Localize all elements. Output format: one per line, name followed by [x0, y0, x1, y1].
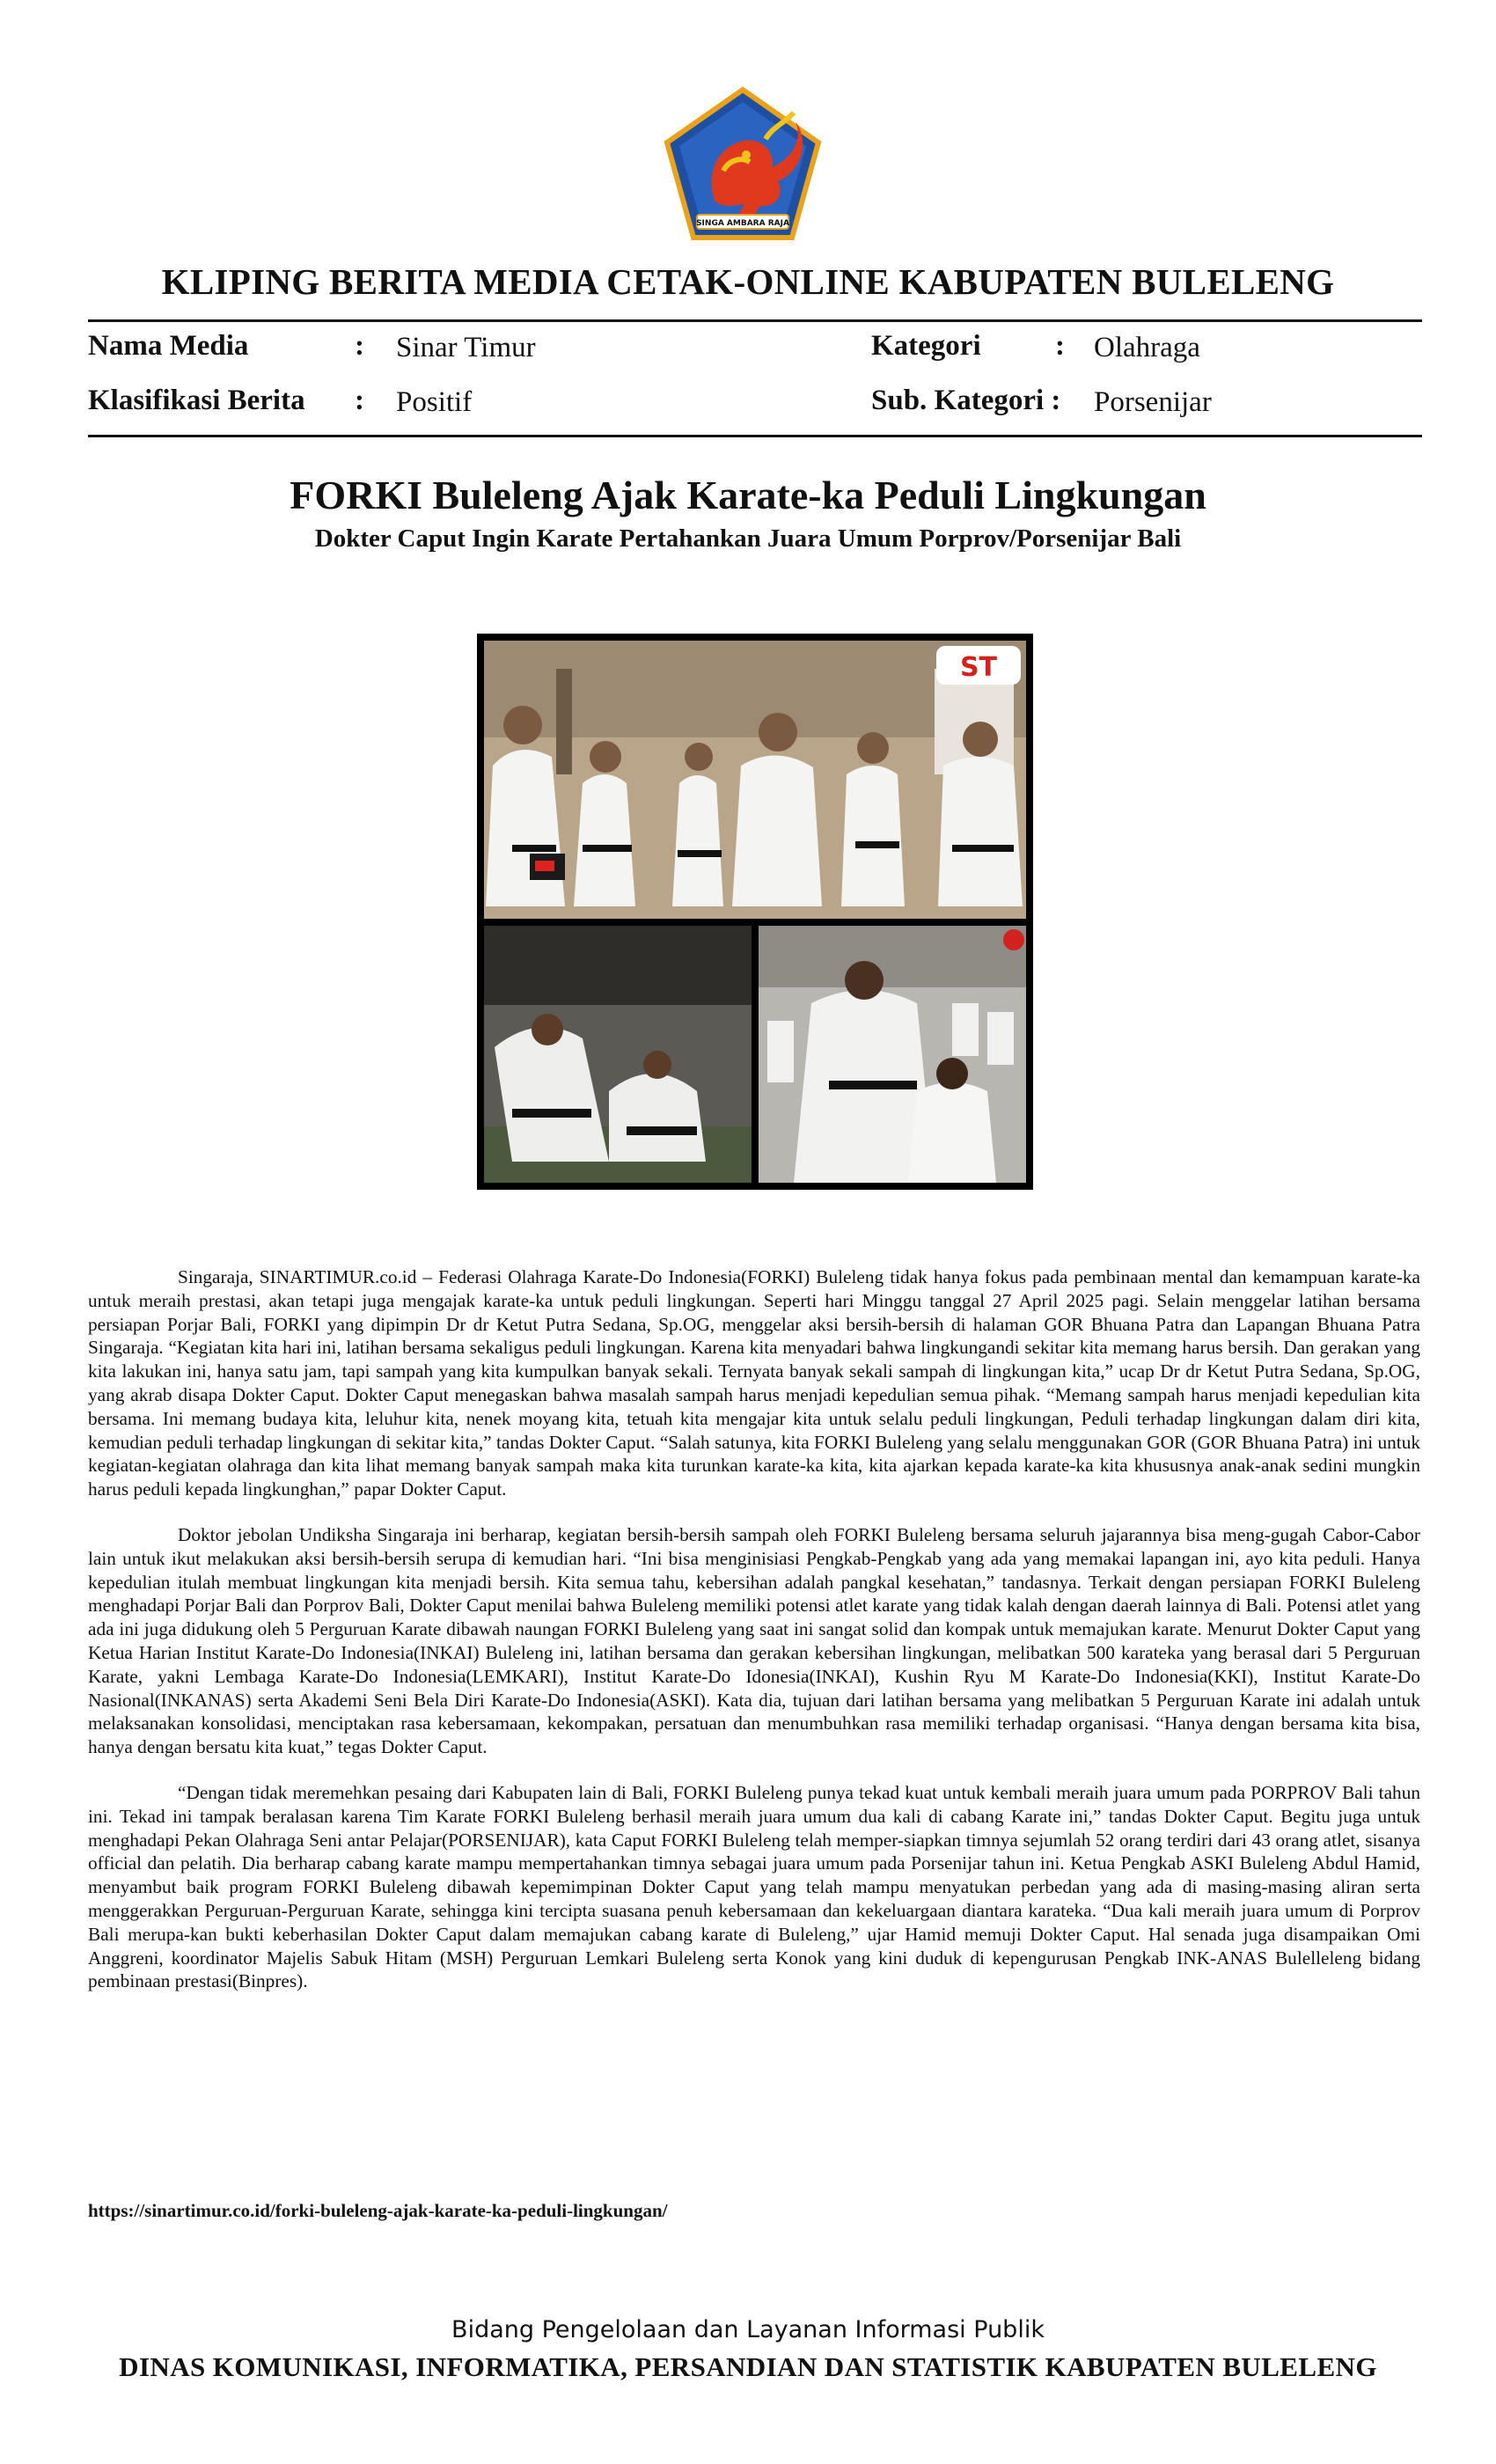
klasifikasi-value: Positif: [396, 386, 473, 418]
article-subheadline: Dokter Caput Ingin Karate Pertahankan Juara Umum Porprov/Porsenijar Bali: [314, 524, 1182, 553]
svg-text:SINGA AMBARA RAJA: SINGA AMBARA RAJA: [696, 219, 789, 228]
svg-text:ST: ST: [959, 652, 998, 683]
article-paragraph: “Dengan tidak meremehkan pesaing dari Kabupaten lain di Bali, FORKI Buleleng punya tekad kuat untuk kembali meraih juara umum pada PORPROV Bali tahun ini. Tekad ini tampak beralasan karena Tim Karate FORKI Buleleng berhasil meraih juara umum dua kali di cabang Karate ini,” tandas Dokter Caput. Begitu juga untuk menghadapi Pekan Olahraga Seni antar Pelajar(PORSENIJAR), kata Caput FORKI Buleleng telah memper-siapkan timnya sejumlah 52 orang terdiri dari 43 orang atlet, sisanya official dan pelatih. Dia berharap cabang karate mampu mempertahankan timnya sebagai juara umum pada Porsenijar tahun ini. Ketua Pengkab ASKI Buleleng Abdul Hamid, menyambut baik program FORKI Buleleng dibawah kepemimpinan Dokter Caput yang telah mampu menyatukan perbedan yang ada di masing-masing aliran serta menggerakkan Perguruan-Perguruan Karate, sehingga kini tercipta suasana penuh kebersamaan dan kekeluargaan diantara karateka. “Dua kali meraih juara umum di Porprov Bali merupa-kan bukti keberhasilan Dokter Caput dalam memajukan cabang karate di Buleleng,” ujar Hamid memuji Dokter Caput. Hal senada juga disampaikan Omi Anggreni, koordinator Majelis Sabuk Hitam (MSH) Perguruan Lemkari Buleleng serta Konok yang kini duduk di kepengurusan Pengkab INK-ANAS Bulelleleng bidang pembinaan prestasi(Binpres).: [88, 1781, 1420, 1992]
kategori-value: Olahraga: [1094, 332, 1200, 363]
footer-division: Bidang Pengelolaan dan Layanan Informasi Publik: [451, 2316, 1045, 2343]
buleleng-logo: [662, 86, 824, 243]
footer-agency: DINAS KOMUNIKASI, INFORMATIKA, PERSANDIAN DAN STATISTIK KABUPATEN BULELENG: [119, 2351, 1377, 2382]
sub-kategori-value: Porsenijar: [1094, 386, 1212, 418]
article-headline: FORKI Buleleng Ajak Karate-ka Peduli Lingkungan: [290, 473, 1206, 517]
meta-divider: [88, 435, 1422, 437]
sub-kategori-label: Sub. Kategori :: [871, 385, 1061, 416]
nama-media-label: Nama Media: [88, 330, 249, 362]
article-paragraph: Doktor jebolan Undiksha Singaraja ini berharap, kegiatan bersih-bersih sampah oleh FORKI Buleleng bersama seluruh jajarannya bisa meng-gugah Cabor-Cabor lain untuk ikut melakukan aksi bersih-bersih serupa di kemudian hari. “Ini bisa menginisiasi Pengkab-Pengkab yang ada yang memakai lapangan ini, ayo kita peduli. Hanya kepedulian itulah membuat lingkungan kita menjadi bersih. Kita semua tahu, kebersihan adalah pangkal kesehatan,” tandasnya. Terkait dengan persiapan FORKI Buleleng menghadapi Porjar Bali dan Porprov Bali, Dokter Caput menilai bahwa Buleleng memiliki potensi atlet karate yang tidak kalah dengan daerah lainnya di Bali. Potensi atlet yang ada ini juga didukung oleh 5 Perguruan Karate dibawah naungan FORKI Buleleng yang saat ini sangat solid dan kompak untuk memajukan karate. Menurut Dokter Caput yang Ketua Harian Institut Karate-Do Indonesia(INKAI) Buleleng ini, latihan bersama dan gerakan kebersihan lingkungan, melibatkan 500 karateka yang berasal dari 5 Perguruan Karate, yakni Lembaga Karate-Do Indonesia(LEMKARI), Institut Karate-Do Idonesia(INKAI), Kushin Ryu M Karate-Do Indonesia(KKI), Institut Karate-Do Nasional(INKANAS) serta Akademi Seni Bela Diri Karate-Do Indonesia(ASKI). Kata dia, tujuan dari latihan bersama yang melibatkan 5 Perguruan Karate ini adalah untuk melaksanakan konsolidasi, menciptakan rasa kebersamaan, kekompakan, persatuan dan menumbuhkan rasa memiliki terhadap organisasi. “Hanya dengan bersama kita bisa, hanya dengan bersatu kita kuat,” tegas Dokter Caput.: [88, 1523, 1420, 1758]
colon: :: [355, 330, 364, 362]
colon: :: [355, 385, 364, 416]
header-divider: [88, 319, 1422, 322]
kategori-label: Kategori: [871, 330, 981, 362]
article-photo-collage: [477, 634, 1033, 1190]
nama-media-value: Sinar Timur: [396, 332, 536, 363]
article-paragraph: Singaraja, SINARTIMUR.co.id – Federasi Olahraga Karate-Do Indonesia(FORKI) Buleleng tidak hanya fokus pada pembinaan mental dan kemampuan karate-ka untuk meraih prestasi, akan tetapi juga mengajak karate-ka untuk peduli lingkungan. Seperti hari Minggu tanggal 27 April 2025 pagi. Selain menggelar latihan bersama persiapan Porjar Bali, FORKI yang dipimpin Dr dr Ketut Putra Sedana, Sp.OG, menggelar aksi bersih-bersih di halaman GOR Bhuana Patra dan Lapangan Bhuana Patra Singaraja. “Kegiatan kita hari ini, latihan bersama sekaligus peduli lingkungan. Karena kita menyadari bahwa lingkungandi sekitar kita memang harus bersih. Dan gerakan yang kita lakukan ini, hanya satu jam, tapi sampah yang kita kumpulkan banyak sekali. Ternyata banyak sekali sampah di lingkungan kita,” ucap Dr dr Ketut Putra Sedana, Sp.OG, yang akrab disapa Dokter Caput. Dokter Caput menegaskan bahwa masalah sampah harus menjadi kepedulian semua pihak. “Memang sampah harus menjadi kepedulian kita bersama. Ini memang budaya kita, leluhur kita, nenek moyang kita, tetuah kita mengajar kita untuk selalu peduli lingkungan, Peduli terhadap lingkungan dalam diri kita, kemudian peduli terhadap lingkungan di sekitar kita,” tandas Dokter Caput. “Salah satunya, kita FORKI Buleleng yang selalu menggunakan GOR (GOR Bhuana Patra) ini untuk kegiatan-kegiatan olahraga dan kita lihat memang banyak sampah maka kita turunkan karate-ka kita, kita ajarkan kepada karate-ka kita khususnya anak-anak sedini mungkin harus peduli kepada lingkunghan,” papar Dokter Caput.: [88, 1266, 1420, 1500]
source-link[interactable]: https://sinartimur.co.id/forki-buleleng-ajak-karate-ka-peduli-lingkungan/: [88, 2200, 668, 2221]
article-body: [88, 1265, 1420, 2015]
document-title: KLIPING BERITA MEDIA CETAK-ONLINE KABUPATEN BULELENG: [161, 261, 1335, 302]
colon: :: [1055, 330, 1065, 362]
klasifikasi-label: Klasifikasi Berita: [88, 385, 305, 416]
